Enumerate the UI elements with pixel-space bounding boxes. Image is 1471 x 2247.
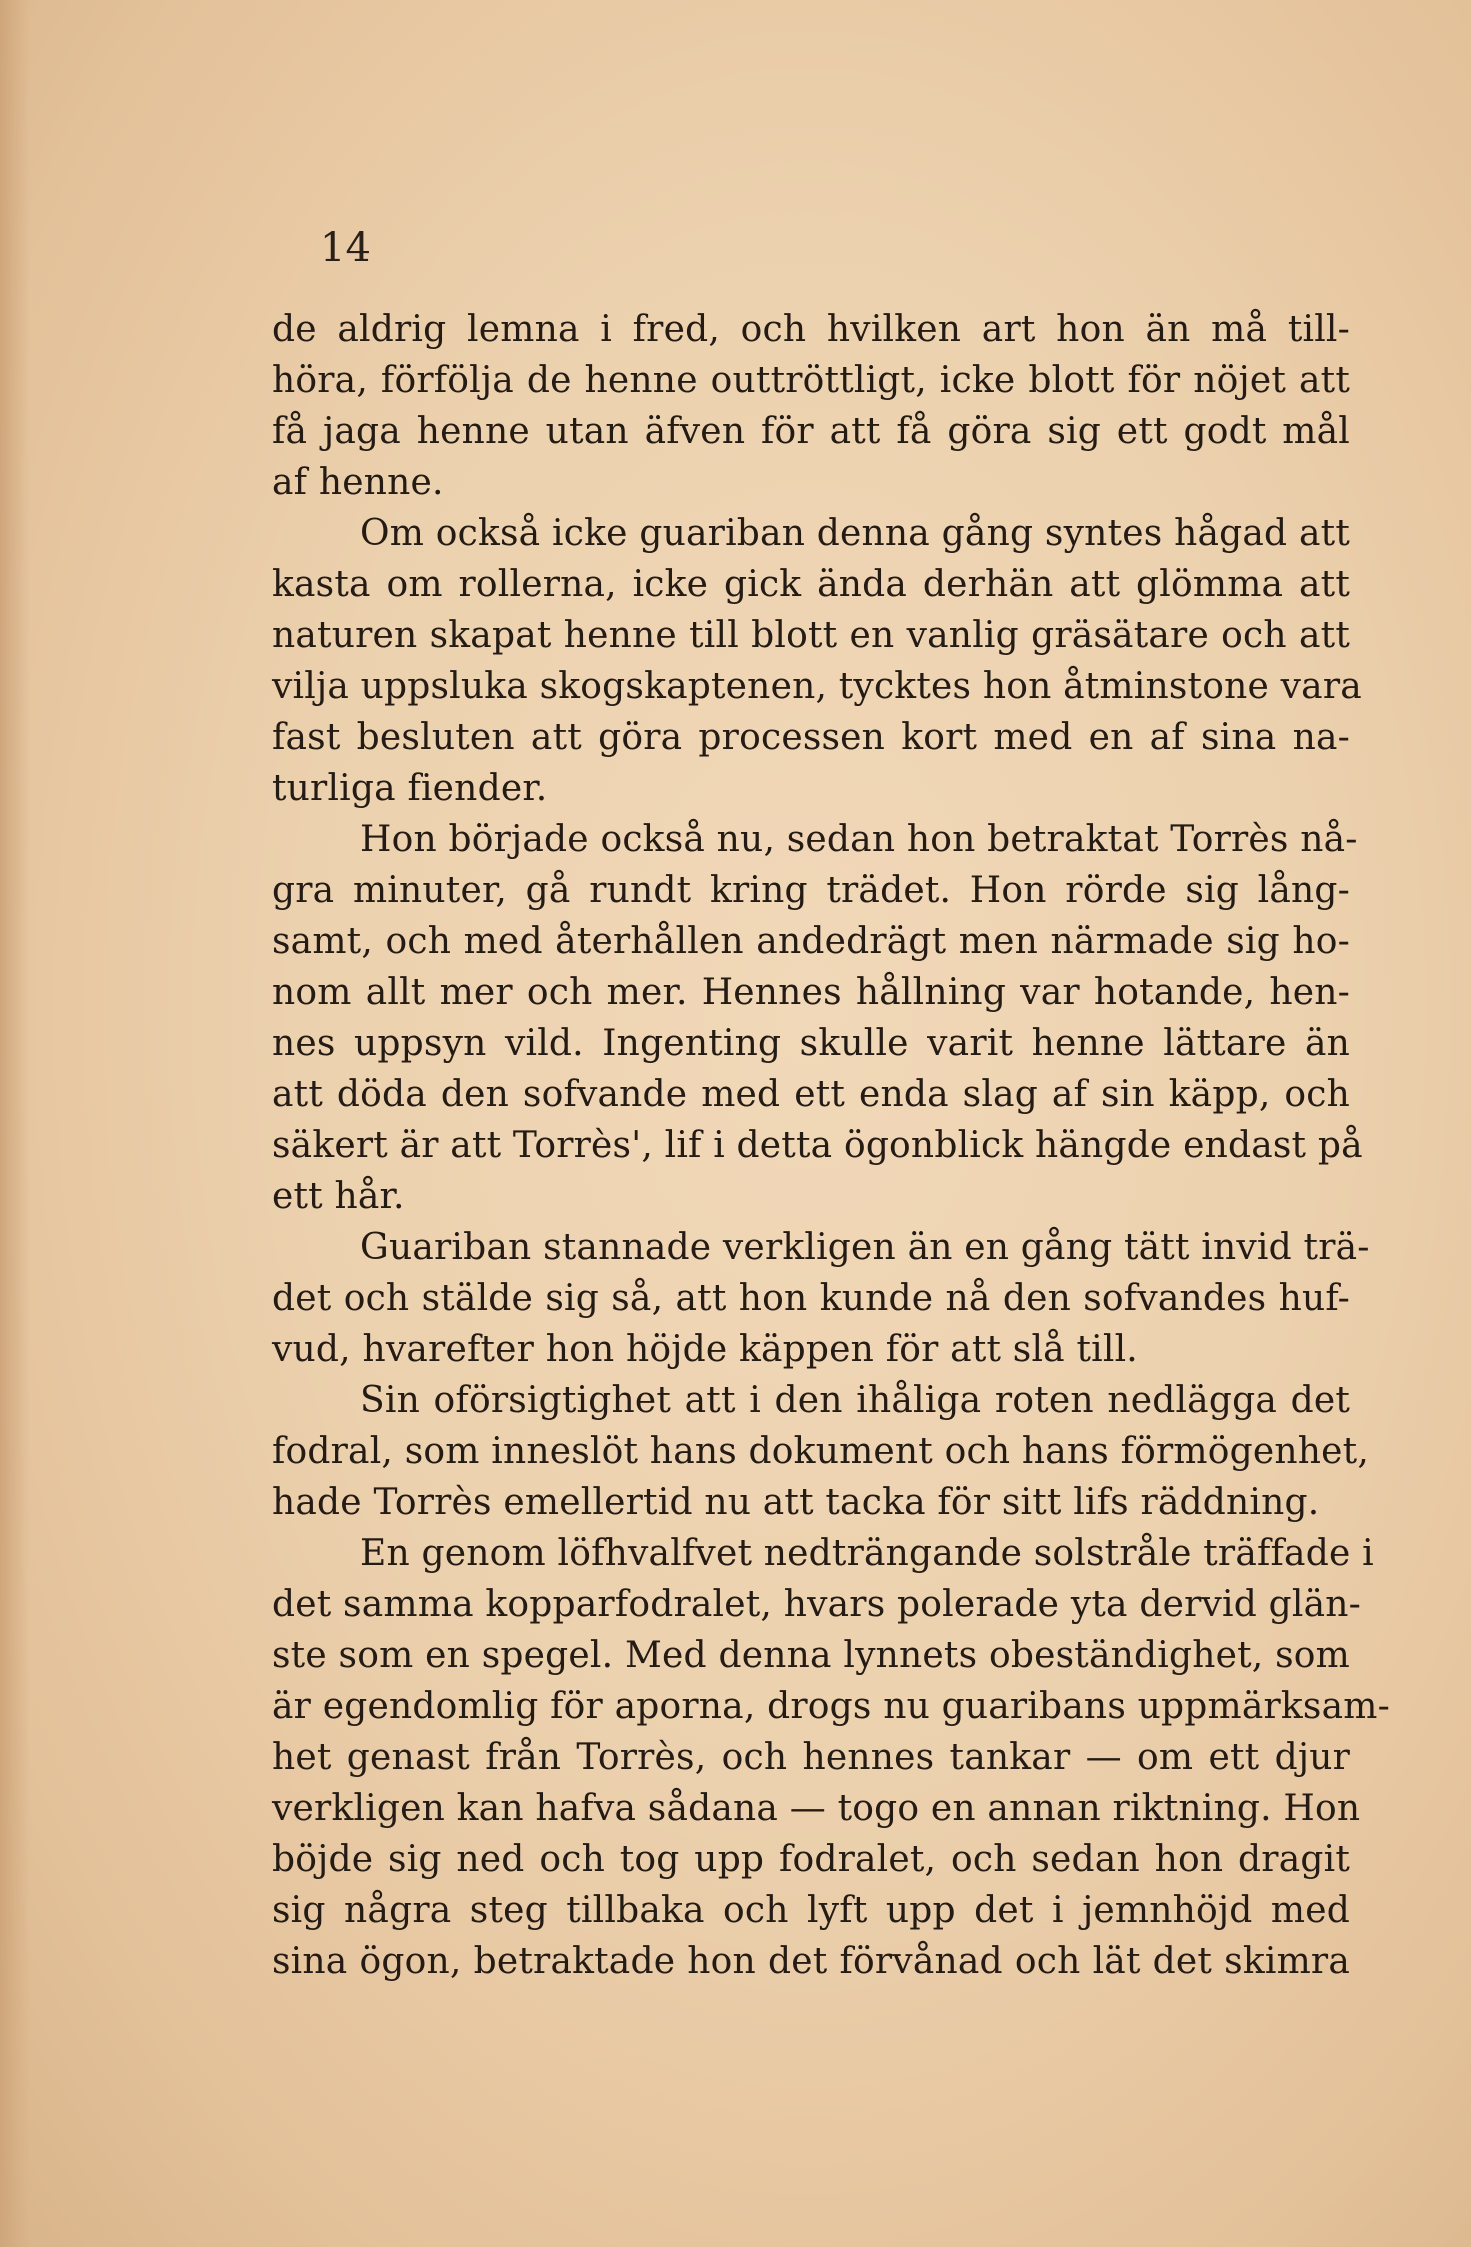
text-line: En genom löfhvalfvet nedträngande solstråle träffade i: [360, 1533, 1374, 1574]
text-line: nes uppsyn vild. Ingenting skulle varit henne lättare än: [272, 1023, 1350, 1064]
text-line: böjde sig ned och tog upp fodralet, och sedan hon dragit: [272, 1839, 1350, 1880]
text-line: Om också icke guariban denna gång syntes hågad att: [360, 513, 1350, 554]
text-line: säkert är att Torrès', lif i detta ögonblick hängde endast på: [272, 1125, 1363, 1166]
text-line: det samma kopparfodralet, hvars polerade yta dervid glän-: [272, 1584, 1362, 1625]
text-line: vilja uppsluka skogskaptenen, tycktes hon åtminstone vara: [272, 666, 1362, 707]
text-line: vud, hvarefter hon höjde käppen för att slå till.: [272, 1329, 1138, 1370]
text-line: få jaga henne utan äfven för att få göra sig ett godt mål: [272, 411, 1350, 452]
text-line: kasta om rollerna, icke gick ända derhän att glömma att: [272, 564, 1350, 605]
text-line: hade Torrès emellertid nu att tacka för sitt lifs räddning.: [272, 1482, 1320, 1523]
text-line: Guariban stannade verkligen än en gång tätt invid trä-: [360, 1227, 1370, 1268]
text-line: höra, förfölja de henne outtröttligt, icke blott för nöjet att: [272, 360, 1350, 401]
text-line: det och stälde sig så, att hon kunde nå den sofvandes huf-: [272, 1278, 1350, 1319]
text-line: af henne.: [272, 462, 444, 503]
text-line: ste som en spegel. Med denna lynnets obeständighet, som: [272, 1635, 1350, 1676]
text-line: samt, och med återhållen andedrägt men närmade sig ho-: [272, 921, 1350, 962]
text-line: verkligen kan hafva sådana — togo en annan riktning. Hon: [272, 1788, 1361, 1829]
text-line: att döda den sofvande med ett enda slag af sin käpp, och: [272, 1074, 1350, 1115]
text-line: ett hår.: [272, 1176, 405, 1217]
text-line: naturen skapat henne till blott en vanlig gräsätare och att: [272, 615, 1350, 656]
body-text: [272, 304, 1390, 1987]
text-line: turliga fiender.: [272, 768, 548, 809]
page-number: 14: [320, 225, 371, 271]
text-line: gra minuter, gå rundt kring trädet. Hon rörde sig lång-: [272, 870, 1350, 911]
text-line: Sin oförsigtighet att i den ihåliga roten nedlägga det: [360, 1380, 1350, 1421]
text-line: sina ögon, betraktade hon det förvånad och lät det skimra: [272, 1941, 1350, 1982]
text-line: de aldrig lemna i fred, och hvilken art hon än må till-: [272, 309, 1350, 350]
text-line: fast besluten att göra processen kort med en af sina na-: [272, 717, 1350, 758]
text-line: fodral, som inneslöt hans dokument och hans förmögenhet,: [272, 1431, 1369, 1472]
text-line: het genast från Torrès, och hennes tankar — om ett djur: [272, 1737, 1350, 1778]
page-edge-shadow: [0, 0, 30, 2247]
text-line: Hon började också nu, sedan hon betraktat Torrès nå-: [360, 819, 1358, 860]
text-line: nom allt mer och mer. Hennes hållning var hotande, hen-: [272, 972, 1350, 1013]
text-line: är egendomlig för aporna, drogs nu guaribans uppmärksam-: [272, 1686, 1390, 1727]
text-line: sig några steg tillbaka och lyft upp det i jemnhöjd med: [272, 1890, 1350, 1931]
